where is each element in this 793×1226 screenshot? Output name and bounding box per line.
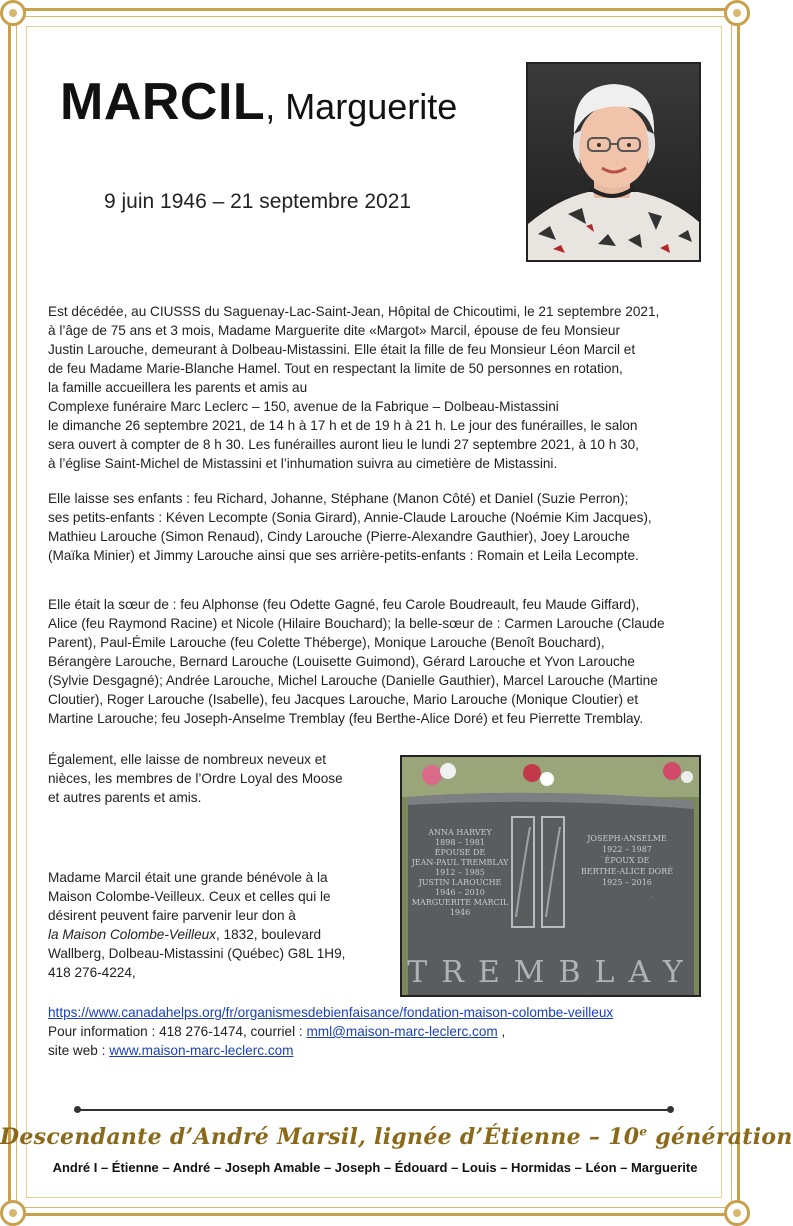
email-link[interactable]: mml@maison-marc-leclerc.com — [306, 1024, 498, 1039]
tombstone-text: 1946 – 2010 — [435, 888, 485, 897]
text-line: désirent peuvent faire parvenir leur don à — [48, 908, 296, 923]
text-line: Bérangère Larouche, Bernard Larouche (Louisette Guimond), Gérard Larouche et Yvon Larouche — [48, 654, 635, 669]
text-line: le dimanche 26 septembre 2021, de 14 h à 17 h et de 19 h à 21 h. Le jour des funérailles, le salon — [48, 418, 638, 433]
tombstone-text: MARGUERITE MARCIL — [411, 898, 509, 907]
text-line: Madame Marcil était une grande bénévole à la — [48, 870, 328, 885]
tombstone-illustration — [402, 757, 699, 995]
tombstone-text: JEAN-PAUL TREMBLAY — [411, 858, 509, 867]
text-line — [48, 1003, 698, 1022]
text-line: de feu Madame Marie-Blanche Hamel. Tout en respectant la limite de 50 personnes en rotation, — [48, 361, 623, 376]
lineage-superscript: e — [639, 1124, 648, 1139]
text-line: Elle laisse ses enfants : feu Richard, Johanne, Stéphane (Manon Côté) et Daniel (Suzie Perron); — [48, 491, 629, 506]
website-link[interactable]: www.maison-marc-leclerc.com — [109, 1043, 294, 1058]
donation-link[interactable]: https://www.canadahelps.org/fr/organismesdebienfaisance/fondation-maison-colombe-veilleux — [48, 1005, 614, 1020]
text-line: Justin Larouche, demeurant à Dolbeau-Mistassini. Elle était la fille de feu Monsieur Léon Marcil et — [48, 342, 636, 357]
tombstone-text: ÉPOUX DE — [604, 856, 650, 865]
tombstone-text: 1898 – 1981 — [435, 838, 485, 847]
info-prefix: Pour information : 418 276-1474, courriel : — [48, 1024, 307, 1039]
text-line: Cloutier), Roger Larouche (Isabelle), feu Jacques Larouche, Mario Larouche (Monique Cloutier) et — [48, 692, 639, 707]
portrait-photo — [526, 62, 701, 262]
corner-ornament-icon — [0, 0, 26, 26]
text-line: (Maïka Minier) et Jimmy Larouche ainsi que ses arrière-petits-enfants : Romain et Leila Lecompte. — [48, 548, 639, 563]
text-line: Mathieu Larouche (Simon Renaud), Cindy Larouche (Pierre-Alexandre Gauthier), Joey Larouche — [48, 529, 630, 544]
life-dates: 9 juin 1946 – 21 septembre 2021 — [104, 190, 412, 213]
obituary-paragraph-2 — [48, 489, 698, 565]
tombstone-photo — [400, 755, 701, 997]
text-line: à l’église Saint-Michel de Mistassini et l’inhumation suivra au cimetière de Mistassini. — [48, 456, 558, 471]
page-title — [60, 72, 457, 132]
obituary-paragraph-1 — [48, 302, 698, 473]
footer-divider — [78, 1109, 670, 1111]
portrait-illustration — [528, 64, 699, 260]
tombstone-family-name: TREMBLAY — [407, 955, 697, 990]
text-line — [48, 925, 378, 944]
surname: MARCIL — [60, 73, 266, 131]
text-line: sera ouvert à compter de 8 h 30. Les funérailles auront lieu le lundi 27 septembre 2021, à 10 h 30, — [48, 437, 639, 452]
lineage-title — [0, 1124, 793, 1150]
text-line — [48, 1022, 698, 1041]
text-line — [48, 1041, 698, 1060]
text-line: la famille accueillera les parents et amis au — [48, 380, 308, 395]
tombstone-text: 1922 – 1987 — [602, 845, 652, 854]
tombstone-text: 1925 – 2016 — [602, 878, 652, 887]
text-fragment: , 1832, boulevard — [215, 927, 322, 942]
donation-paragraph — [48, 868, 378, 982]
lineage-title-text: Descendante d’André Marsil, lignée d’Étienne – 10 — [0, 1124, 640, 1150]
tombstone-text: 1912 – 1985 — [435, 868, 485, 877]
text-line: Est décédée, au CIUSSS du Saguenay-Lac-Saint-Jean, Hôpital de Chicoutimi, le 21 septembre 2021, — [48, 304, 660, 319]
text-line: Martine Larouche; feu Joseph-Anselme Tremblay (feu Berthe-Alice Doré) et feu Pierrette Tremblay. — [48, 711, 644, 726]
text-line: (Sylvie Desgagné); Andrée Larouche, Michel Larouche (Danielle Gauthier), Marcel Larouche (Martine — [48, 673, 658, 688]
corner-ornament-icon — [724, 0, 750, 26]
given-name: , Marguerite — [265, 86, 458, 127]
site-prefix: site web : — [48, 1043, 110, 1058]
tombstone-text: ÉPOUSE DE — [434, 848, 486, 857]
text-line: Maison Colombe-Veilleux. Ceux et celles qui le — [48, 889, 331, 904]
text-line: ses petits-enfants : Kéven Lecompte (Sonia Girard), Annie-Claude Larouche (Noémie Kim Jacques), — [48, 510, 652, 525]
text-line: Alice (feu Raymond Racine) et Nicole (Hilaire Bouchard); la belle-sœur de : Carmen Larouche (Claude — [48, 616, 665, 631]
obituary-paragraph-3 — [48, 595, 698, 728]
text-line: Parent), Paul-Émile Larouche (feu Colette Théberge), Monique Larouche (Benoît Bouchard), — [48, 635, 605, 650]
lineage-chain: André I – Étienne – André – Joseph Amable – Joseph – Édouard – Louis – Hormidas – Léon – Marguerite — [52, 1160, 698, 1175]
text-line: nièces, les membres de l’Ordre Loyal des Moose — [48, 771, 343, 786]
obituary-paragraph-4 — [48, 750, 378, 807]
text-line: Également, elle laisse de nombreux neveux et — [48, 752, 327, 767]
tombstone-text: 1946 — [449, 908, 471, 917]
tombstone-text: BERTHE-ALICE DORÉ — [580, 867, 674, 876]
tombstone-text: JUSTIN LAROUCHE — [418, 878, 502, 887]
corner-ornament-icon — [0, 1200, 26, 1226]
text-line: à l’âge de 75 ans et 3 mois, Madame Marguerite dite «Margot» Marcil, épouse de feu Monsieur — [48, 323, 620, 338]
text-line: et autres parents et amis. — [48, 790, 202, 805]
organization-name: la Maison Colombe-Veilleux — [48, 927, 216, 942]
text-line: Elle était la sœur de : feu Alphonse (feu Odette Gagné, feu Carole Boudreault, feu Maude Giffard), — [48, 597, 640, 612]
info-suffix: , — [497, 1024, 506, 1039]
corner-ornament-icon — [724, 1200, 750, 1226]
contact-block — [48, 1003, 698, 1060]
lineage-title-end: génération — [647, 1124, 793, 1150]
tombstone-text: ANNA HARVEY — [428, 828, 492, 837]
tombstone-text: JOSEPH-ANSELME — [587, 834, 667, 843]
text-line: Complexe funéraire Marc Leclerc – 150, avenue de la Fabrique – Dolbeau-Mistassini — [48, 399, 559, 414]
text-line: Wallberg, Dolbeau-Mistassini (Québec) G8L 1H9, — [48, 946, 346, 961]
text-line: 418 276-4224, — [48, 965, 136, 980]
